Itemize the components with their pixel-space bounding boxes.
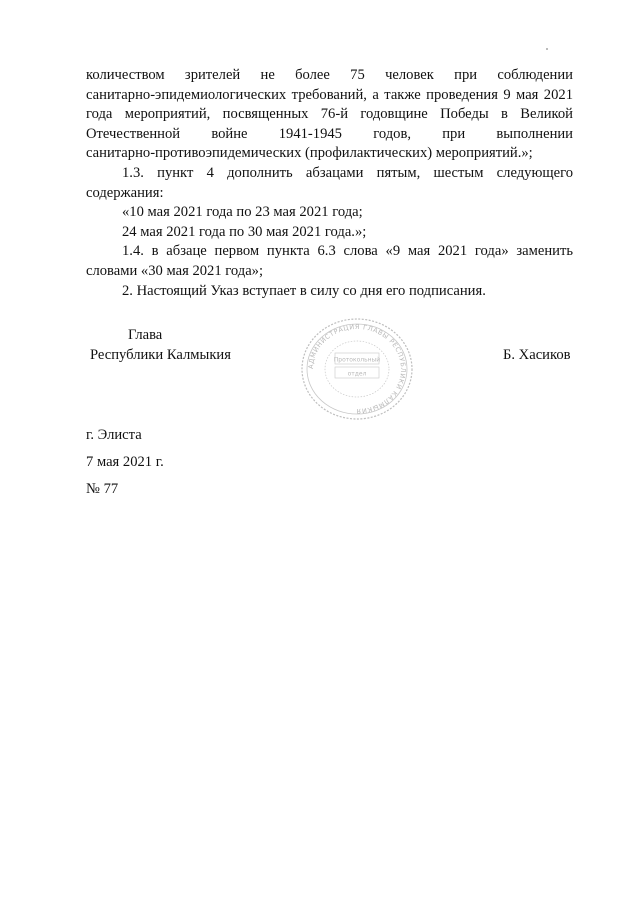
paragraph-1-line-5: санитарно-противоэпидемических (профилактических) мероприятий.»; xyxy=(86,145,533,162)
signatory-title xyxy=(90,326,231,365)
signatory-name: Б. Хасиков xyxy=(503,347,571,363)
paragraph-date-range-1: «10 мая 2021 года по 23 мая 2021 года; xyxy=(122,204,363,221)
official-seal xyxy=(298,316,416,422)
signatory-title-line-1: Глава xyxy=(128,327,163,343)
paragraph-1-line-1: количеством зрителей не более 75 человек при соблюдении xyxy=(86,67,573,83)
seal-center-line-2: отдел xyxy=(347,370,367,378)
paragraph-1-line-4: Отечественной войне 1941-1945 годов, при выполнении xyxy=(86,125,573,142)
paragraph-date-range-2: 24 мая 2021 года по 30 мая 2021 года.»; xyxy=(122,223,367,240)
seal-center-line-1: Протокольный xyxy=(333,356,381,364)
signatory-title-line-2: Республики Калмыкия xyxy=(90,346,231,363)
paragraph-item-2: 2. Настоящий Указ вступает в силу со дня его подписания. xyxy=(122,282,486,299)
seal-ring-text: АДМИНИСТРАЦИЯ ГЛАВЫ РЕСПУБЛИКИ КАЛМЫКИЯ xyxy=(306,322,408,416)
issue-date: 7 мая 2021 г. xyxy=(86,454,164,470)
paragraph-1-line-3: года мероприятий, посвященных 76-й годовщине Победы в Великой xyxy=(86,106,573,123)
paragraph-1-line-2: санитарно-эпидемиологических требований, а также проведения 9 мая 2021 xyxy=(86,86,573,103)
paragraph-item-1-4: 1.4. в абзаце первом пункта 6.3 слова «9 мая 2021 года» заменить словами «30 мая 2021 года»; xyxy=(86,243,573,279)
decree-body xyxy=(86,66,573,301)
scan-speck xyxy=(546,48,548,50)
paragraph-item-1-3: 1.3. пункт 4 дополнить абзацами пятым, шестым следующего содержания: xyxy=(86,164,573,201)
issue-place: г. Элиста xyxy=(86,427,142,443)
decree-number: № 77 xyxy=(86,481,119,497)
